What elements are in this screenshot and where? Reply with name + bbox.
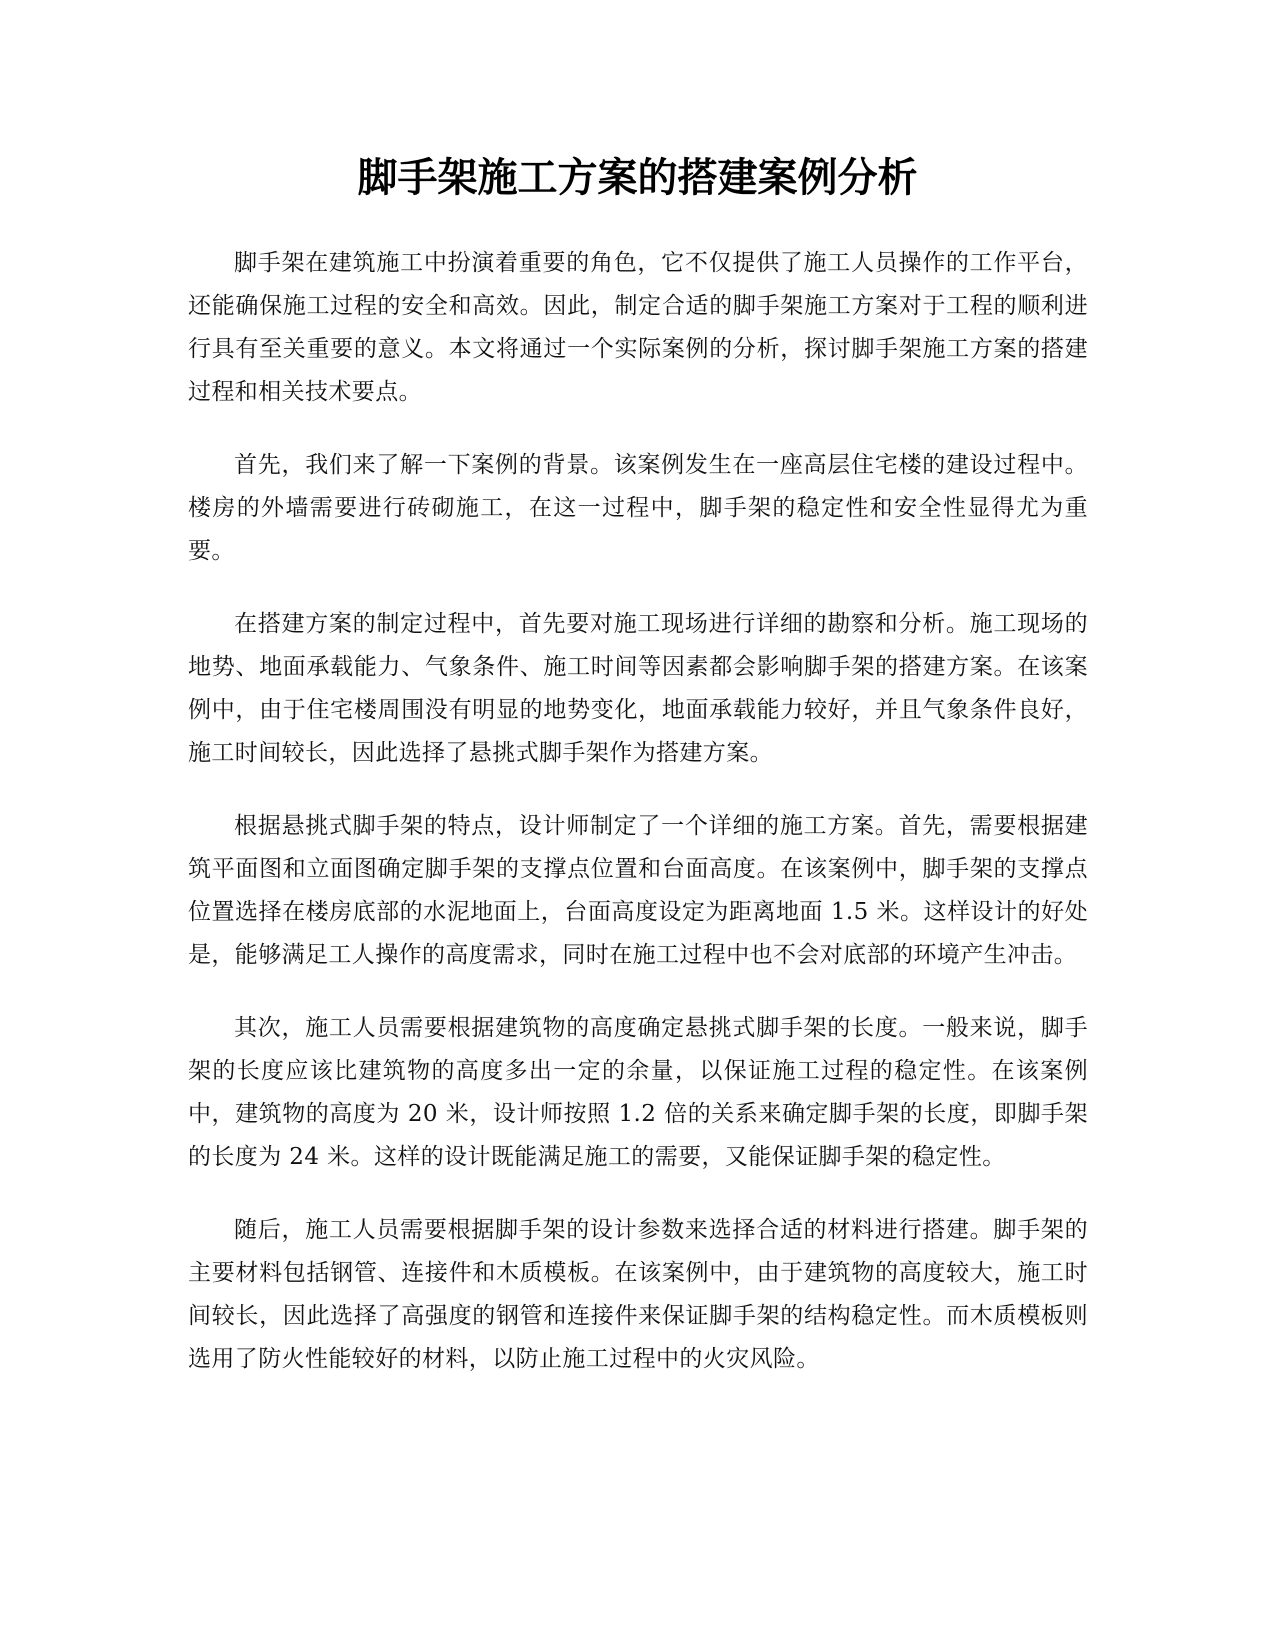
paragraph-6: 随后，施工人员需要根据脚手架的设计参数来选择合适的材料进行搭建。脚手架的主要材料包括钢管、连接件和木质模板。在该案例中，由于建筑物的高度较大，施工时间较长，因此选择了高强度的钢管和连接件来保证脚手架的结构稳定性。而木质模板则选用了防火性能较好的材料，以防止施工过程中的火灾风险。: [188, 1217, 1088, 1372]
paragraph-3: 在搭建方案的制定过程中，首先要对施工现场进行详细的勘察和分析。施工现场的地势、地面承载能力、气象条件、施工时间等因素都会影响脚手架的搭建方案。在该案例中，由于住宅楼周围没有明显的地势变化，地面承载能力较好，并且气象条件良好，施工时间较长，因此选择了悬挑式脚手架作为搭建方案。: [188, 611, 1088, 766]
document-body: [188, 242, 1088, 1411]
paragraph-4: 根据悬挑式脚手架的特点，设计师制定了一个详细的施工方案。首先，需要根据建筑平面图和立面图确定脚手架的支撑点位置和台面高度。在该案例中，脚手架的支撑点位置选择在楼房底部的水泥地面上，台面高度设定为距离地面 1.5 米。这样设计的好处是，能够满足工人操作的高度需求，同时在施工过程中也不会对底部的环境产生冲击。: [188, 813, 1088, 968]
paragraph-1: 脚手架在建筑施工中扮演着重要的角色，它不仅提供了施工人员操作的工作平台，还能确保施工过程的安全和高效。因此，制定合适的脚手架施工方案对于工程的顺利进行具有至关重要的意义。本文将通过一个实际案例的分析，探讨脚手架施工方案的搭建过程和相关技术要点。: [188, 250, 1088, 405]
paragraph-2: 首先，我们来了解一下案例的背景。该案例发生在一座高层住宅楼的建设过程中。楼房的外墙需要进行砖砌施工，在这一过程中，脚手架的稳定性和安全性显得尤为重要。: [188, 452, 1088, 564]
paragraph-5: 其次，施工人员需要根据建筑物的高度确定悬挑式脚手架的长度。一般来说，脚手架的长度应该比建筑物的高度多出一定的余量，以保证施工过程的稳定性。在该案例中，建筑物的高度为 20 米，设计师按照 1.2 倍的关系来确定脚手架的长度，即脚手架的长度为 24 米。这样的设计既能满足施工的需要，又能保证脚手架的稳定性。: [188, 1015, 1088, 1170]
document-title: 脚手架施工方案的搭建案例分析: [357, 155, 918, 201]
